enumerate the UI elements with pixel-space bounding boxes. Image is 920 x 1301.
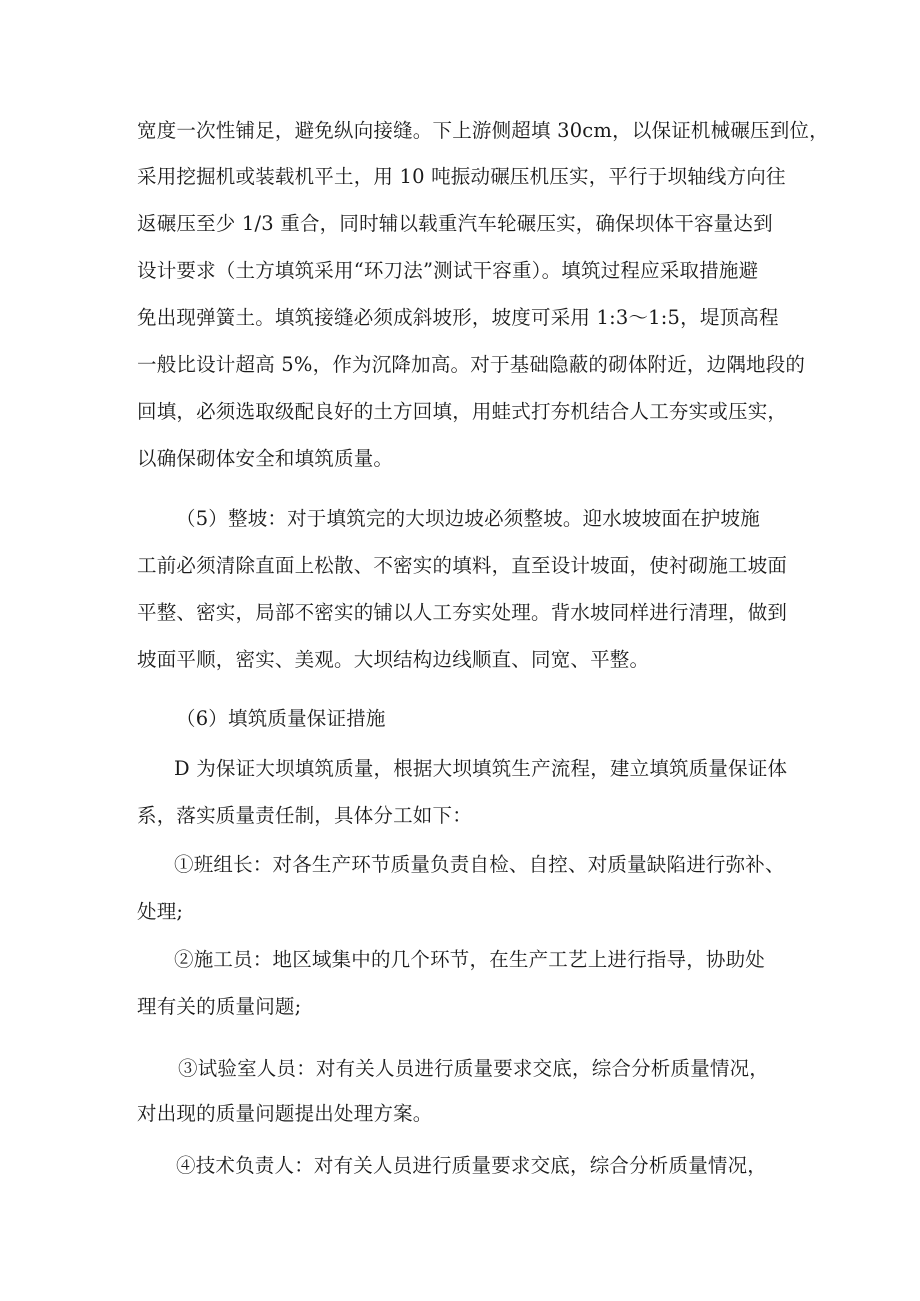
text-line: 回填，必须选取级配良好的土方回填，用蛙式打夯机结合人工夯实或压实， [137,400,788,423]
text-line: 系，落实质量责任制，具体分工如下： [137,804,472,827]
text-line: 宽度一次性铺足，避免纵向接缝。下上游侧超填 30cm，以保证机械碾压到位， [137,119,829,142]
text-line: 返碾压至少 1/3 重合，同时辅以载重汽车轮碾压实，确保坝体干容量达到 [137,212,773,235]
text-line: 对出现的质量问题提出处理方案。 [137,1102,433,1125]
text-line: 以确保砌体安全和填筑质量。 [137,447,394,470]
list-item: ①班组长：对各生产环节质量负责自检、自控、对质量缺陷进行弥补、 [174,853,785,876]
text-line: D 为保证大坝填筑质量，根据大坝填筑生产流程，建立填筑质量保证体 [174,757,788,780]
text-line: 坡面平顺，密实、美观。大坝结构边线顺直、同宽、平整。 [137,648,650,671]
text-line: 采用挖掘机或装载机平土，用 10 吨振动碾压机压实，平行于坝轴线方向往 [137,165,786,188]
section-heading: （6）填筑质量保证措施 [176,707,386,730]
text-line: 理有关的质量问题; [137,995,302,1018]
text-line: 一般比设计超高 5%，作为沉降加高。对于基础隐蔽的砌体附近，边隅地段的 [137,353,806,376]
text-line: 设计要求（土方填筑采用“环刀法”测试干容重）。填筑过程应采取措施避 [137,259,759,282]
text-line: 工前必须清除直面上松散、不密实的填料，直至设计坡面，使衬砌施工坡面 [137,554,788,577]
text-line: 平整、密实，局部不密实的铺以人工夯实处理。背水坡同样进行清理，做到 [137,601,788,624]
text-line: 免出现弹簧土。填筑接缝必须成斜坡形，坡度可采用 1:3～1:5，堤顶高程 [137,306,779,329]
text-line: 处理; [137,900,184,923]
text-line: （5）整坡：对于填筑完的大坝边坡必须整坡。迎水坡坡面在护坡施 [176,507,760,530]
list-item: ②施工员：地区域集中的几个环节，在生产工艺上进行指导，协助处 [174,948,766,971]
list-item: ④技术负责人：对有关人员进行质量要求交底，综合分析质量情况， [176,1154,768,1177]
list-item: ③试验室人员：对有关人员进行质量要求交底，综合分析质量情况， [178,1057,770,1080]
